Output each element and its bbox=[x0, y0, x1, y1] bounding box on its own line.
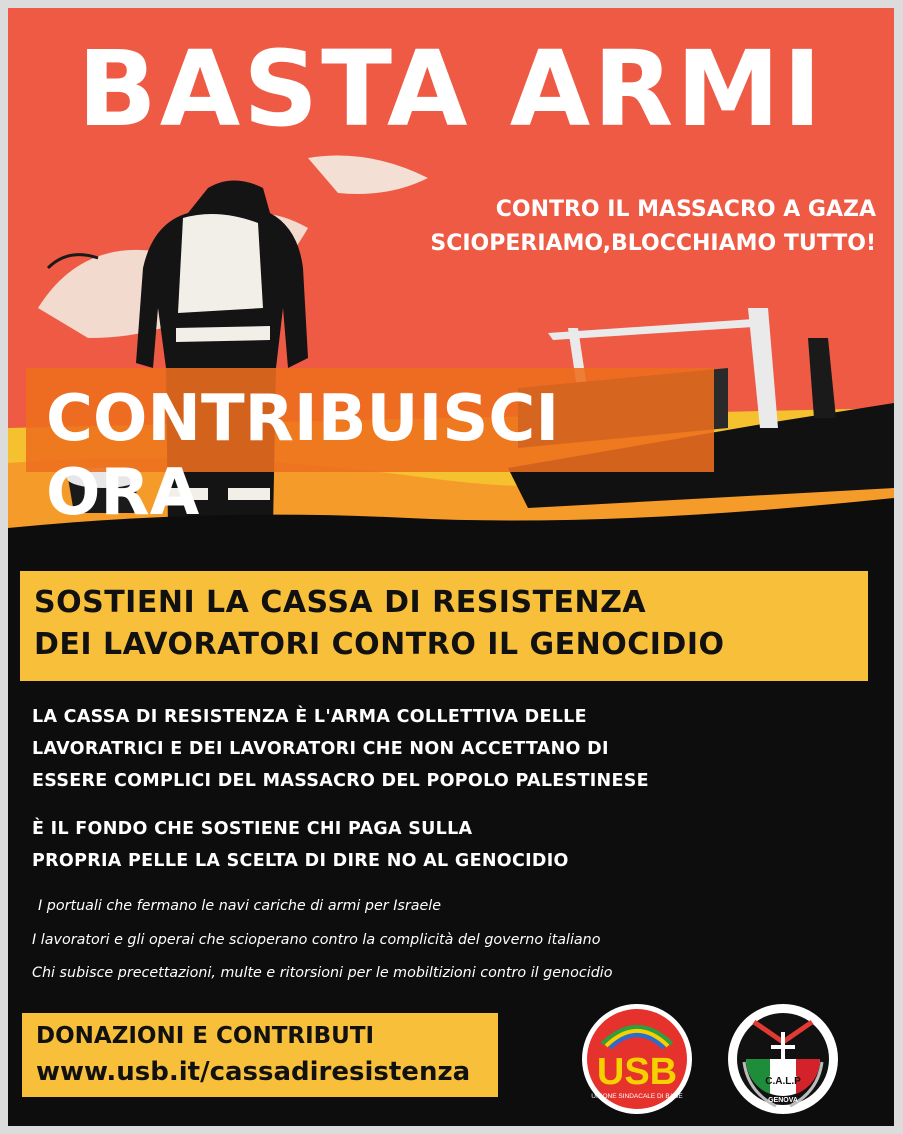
donation-box bbox=[22, 1013, 498, 1097]
paragraph-1-line: ESSERE COMPLICI DEL MASSACRO DEL POPOLO PALESTINESE bbox=[32, 771, 649, 791]
donation-title: DONAZIONI E CONTRIBUTI bbox=[36, 1023, 375, 1049]
subtitle-line-2: SCIOPERIAMO,BLOCCHIAMO TUTTO! bbox=[430, 231, 876, 256]
subtitle-line-1: CONTRO IL MASSACRO A GAZA bbox=[495, 197, 876, 222]
italic-line-3: Chi subisce precettazioni, multe e ritorsioni per le mobiltizioni contro il genocidio bbox=[32, 965, 613, 981]
band-line-1: SOSTIENI LA CASSA DI RESISTENZA bbox=[34, 585, 647, 620]
paragraph-1-line: LA CASSA DI RESISTENZA È L'ARMA COLLETTIVA DELLE bbox=[32, 707, 587, 727]
calp-logo-text: C.A.L.P bbox=[765, 1076, 801, 1087]
contribute-now-label: CONTRIBUISCI ORA bbox=[46, 382, 560, 530]
paragraph-2-line: È IL FONDO CHE SOSTIENE CHI PAGA SULLA bbox=[32, 819, 473, 839]
support-band bbox=[20, 571, 868, 681]
donation-url[interactable]: www.usb.it/cassadiresistenza bbox=[36, 1057, 471, 1087]
band-line-2: DEI LAVORATORI CONTRO IL GENOCIDIO bbox=[34, 627, 725, 662]
paragraph-1 bbox=[32, 701, 649, 797]
usb-logo-caption: UNIONE SINDACALE DI BASE bbox=[591, 1093, 683, 1100]
subtitle bbox=[430, 193, 876, 261]
paragraph-2 bbox=[32, 813, 569, 877]
usb-logo-text: USB bbox=[596, 1051, 678, 1093]
hero-section bbox=[8, 8, 894, 538]
calp-logo bbox=[726, 1002, 840, 1116]
italic-line-1: I portuali che fermano le navi cariche di armi per Israele bbox=[38, 898, 442, 914]
italic-line-2: I lavoratori e gli operai che scioperano contro la complicità del governo italiano bbox=[32, 932, 601, 948]
paragraph-1-line: LAVORATRICI E DEI LAVORATORI CHE NON ACCETTANO DI bbox=[32, 739, 609, 759]
usb-logo bbox=[580, 1002, 694, 1116]
paragraph-2-line: PROPRIA PELLE LA SCELTA DI DIRE NO AL GENOCIDIO bbox=[32, 851, 569, 871]
main-title: BASTA ARMI bbox=[77, 28, 825, 150]
poster bbox=[8, 8, 894, 1126]
contribute-now-banner[interactable] bbox=[26, 368, 714, 530]
calp-logo-city: GENOVA bbox=[768, 1097, 798, 1104]
